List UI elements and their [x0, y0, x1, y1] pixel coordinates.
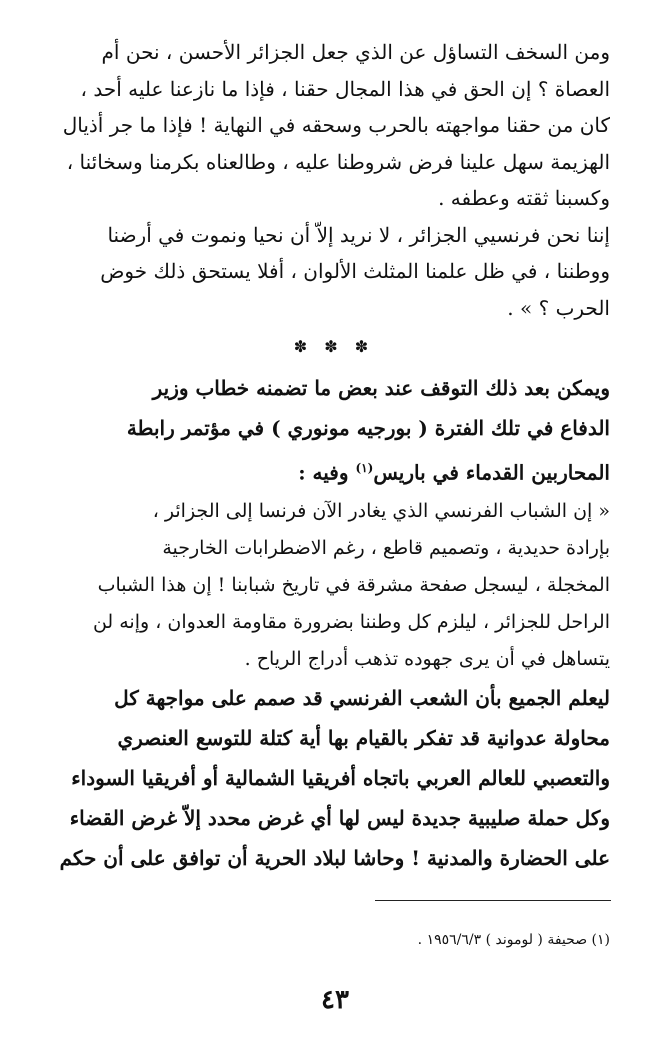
- paragraph-line: محاولة عدوانية قد تفكر بالقيام بها أية كتلة للتوسع العنصري: [117, 725, 610, 750]
- page-body: [58, 34, 610, 1024]
- intro-text: المحاربين القدماء في باريس: [373, 460, 610, 485]
- paragraph-line: ومن السخف التساؤل عن الذي جعل الجزائر الأحسن ، نحن أم: [101, 40, 610, 64]
- footnote-divider: [375, 900, 611, 901]
- quotation: [58, 493, 610, 678]
- paragraph-line: ويمكن بعد ذلك التوقف عند بعض ما تضمنه خطاب وزير: [152, 376, 610, 400]
- intro-text-end: وفيه :: [298, 460, 356, 485]
- paragraph-line: ووطننا ، في ظل علمنا المثلث الألوان ، أفلا يستحق ذلك خوض: [100, 259, 610, 283]
- quote-line: يتساهل في أن يرى جهوده تذهب أدراج الرياح .: [244, 647, 610, 670]
- paragraph-line: العصاة ؟ إن الحق في هذا المجال حقنا ، فإذا ما نازعنا عليه أحد ،: [80, 76, 610, 101]
- paragraph-line: والتعصبي للعالم العربي باتجاه أفريقيا الشمالية أو أفريقيا السوداء: [71, 765, 610, 790]
- paragraph-line: [58, 448, 610, 493]
- paragraph-line: وكل حملة صليبية جديدة ليس لها أي غرض محدد إلاّ غرض القضاء: [69, 805, 610, 830]
- paragraph-line: الحرب ؟ » .: [507, 295, 610, 320]
- footnote-reference: (١): [355, 461, 374, 475]
- paragraph-line: على الحضارة والمدنية ! وحاشا لبلاد الحرية أن توافق على أن حكم: [59, 845, 610, 870]
- footnote: (١) صحيفة ( لوموند ) ١٩٥٦/٦/٣ .: [417, 932, 610, 948]
- paragraph-line: ليعلم الجميع بأن الشعب الفرنسي قد صمم على مواجهة كل: [114, 685, 610, 710]
- paragraph-line: إننا نحن فرنسيي الجزائر ، لا نريد إلاّ أن نحيا ونموت في أرضنا: [107, 222, 610, 247]
- quote-line: « إن الشباب الفرنسي الذي يغادر الآن فرنسا إلى الجزائر ،: [152, 499, 610, 522]
- paragraph-line: الهزيمة سهل علينا فرض شروطنا عليه ، وطالعناه بكرمنا وسخائنا ،: [66, 149, 610, 174]
- paragraph-2: [58, 217, 610, 327]
- page-number: ٤٣: [321, 985, 349, 1015]
- quote-line: بإرادة حديدية ، وتصميم قاطع ، رغم الاضطرابات الخارجية: [162, 536, 610, 559]
- paragraph-1: [58, 34, 610, 217]
- quote-line: الراحل للجزائر ، ليلزم كل وطننا بضرورة مقاومة العدوان ، وإنه لن: [92, 610, 610, 633]
- paragraph-line: كان من حقنا مواجهته بالحرب وسحقه في النهاية ! فإذا ما جر أذيال: [62, 113, 610, 137]
- paragraph-line: الدفاع في تلك الفترة ( بورجيه مونوري ) في مؤتمر رابطة: [126, 416, 610, 440]
- bold-paragraph: [58, 678, 610, 878]
- bold-intro-paragraph: [58, 368, 610, 493]
- section-separator: ✽ ✽ ✽: [293, 337, 375, 356]
- quote-line: المخجلة ، ليسجل صفحة مشرقة في تاريخ شبابنا ! إن هذا الشباب: [97, 573, 610, 596]
- paragraph-line: وكسبنا ثقته وعطفه .: [438, 186, 610, 210]
